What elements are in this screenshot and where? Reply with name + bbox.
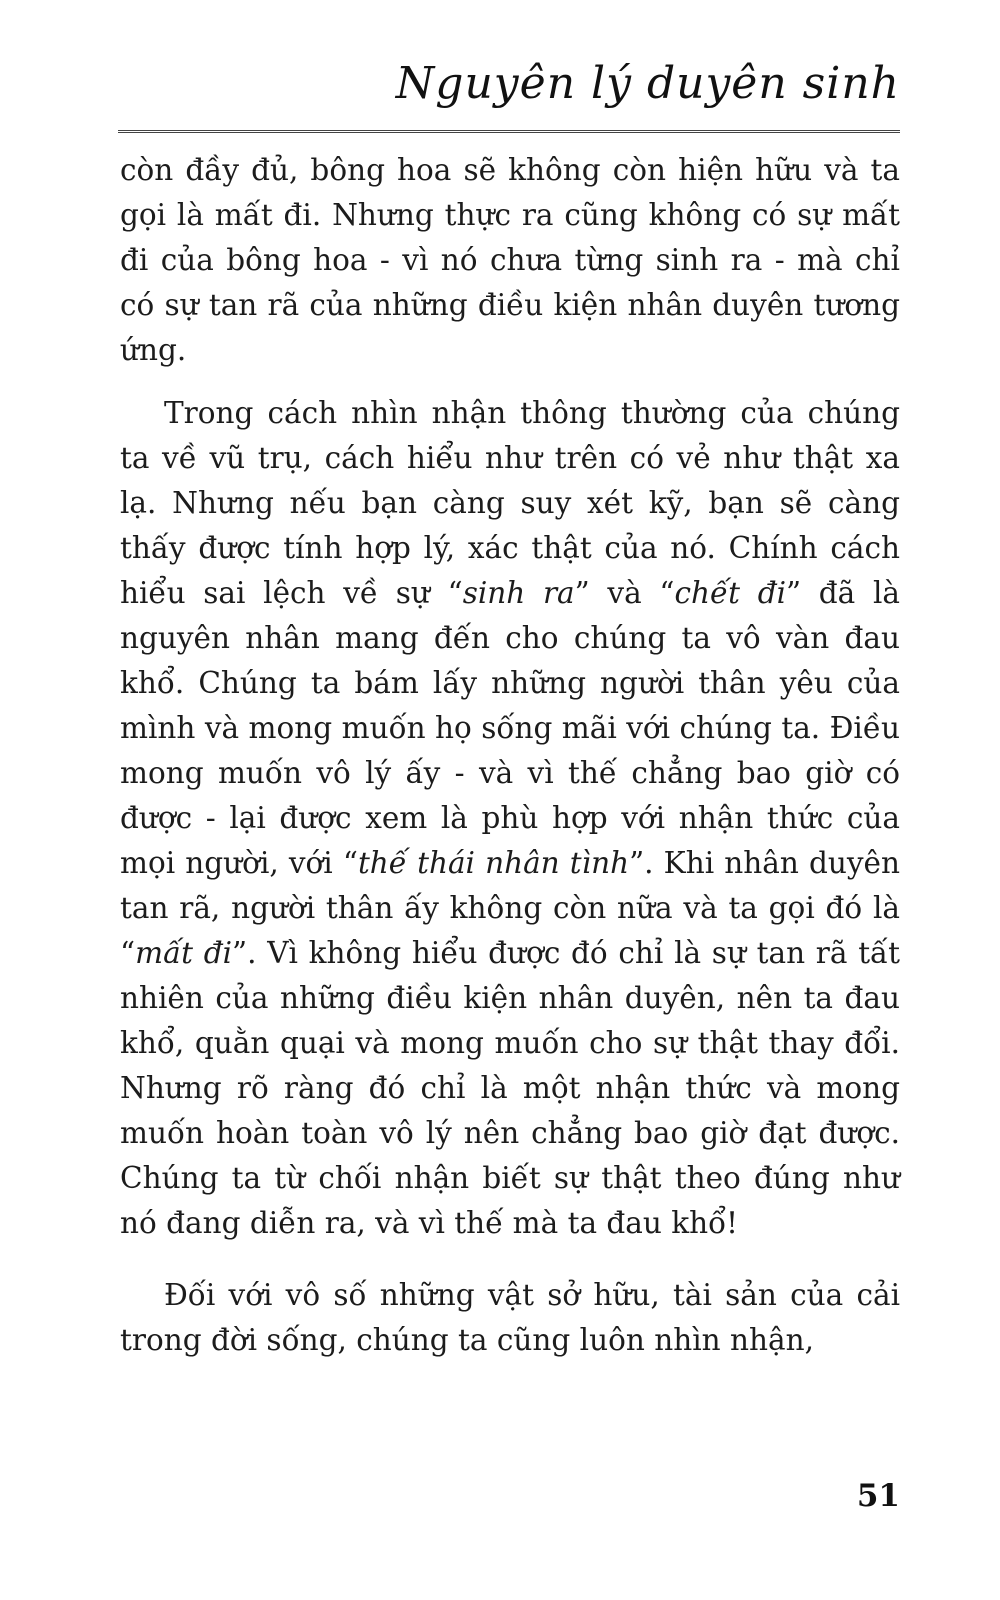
paragraph-2-text-4: ”. Khi nhân duyên tan rã, người thân ấy không còn nữa và ta gọi đó là “	[120, 846, 900, 970]
paragraph-2-text-5: ”. Vì không hiểu được đó chỉ là sự tan rã tất nhiên của những điều kiện nhân duyên, nên ta đau khổ, quằn quại và mong muốn cho sự thật thay đổi. Nhưng rõ ràng đó chỉ là một nhận thức và mong muốn hoàn toàn vô lý nên chẳng bao giờ đạt được. Chúng ta từ chối nhận biết sự thật theo đúng như nó đang diễn ra, và vì thế mà ta đau khổ!	[120, 936, 900, 1240]
paragraph-2-text-3: ” đã là nguyên nhân mang đến cho chúng ta vô vàn đau khổ. Chúng ta bám lấy những người thân yêu của mình và mong muốn họ sống mãi với chúng ta. Điều mong muốn vô lý ấy - và vì thế chẳng bao giờ có được - lại được xem là phù hợp với nhận thức của mọi người, với “	[120, 576, 900, 880]
body-text	[120, 148, 900, 1363]
emphasis-sinh-ra: sinh ra	[462, 576, 575, 610]
running-header-title: Nguyên lý duyên sinh	[395, 58, 900, 109]
paragraph-1: còn đầy đủ, bông hoa sẽ không còn hiện hữu và ta gọi là mất đi. Nhưng thực ra cũng không có sự mất đi của bông hoa - vì nó chưa từng sinh ra - mà chỉ có sự tan rã của những điều kiện nhân duyên tương ứng.	[120, 153, 900, 367]
emphasis-the-thai-nhan-tinh: thế thái nhân tình	[357, 846, 630, 880]
emphasis-mat-di: mất đi	[135, 936, 233, 970]
paragraph-2-text-1: Trong cách nhìn nhận thông thường của chúng ta về vũ trụ, cách hiểu như trên có vẻ như thật xa lạ. Nhưng nếu bạn càng suy xét kỹ, bạn sẽ càng thấy được tính hợp lý, xác thật của nó. Chính cách hiểu sai lệch về sự “	[120, 396, 900, 610]
paragraph-3: Đối với vô số những vật sở hữu, tài sản của cải trong đời sống, chúng ta cũng luôn nhìn nhận,	[120, 1278, 900, 1357]
paragraph-2	[120, 391, 900, 1246]
paragraph-2-text-2: ” và “	[574, 576, 675, 610]
emphasis-chet-di: chết đi	[674, 576, 787, 610]
page-number: 51	[856, 1478, 900, 1514]
header-divider	[118, 130, 900, 133]
